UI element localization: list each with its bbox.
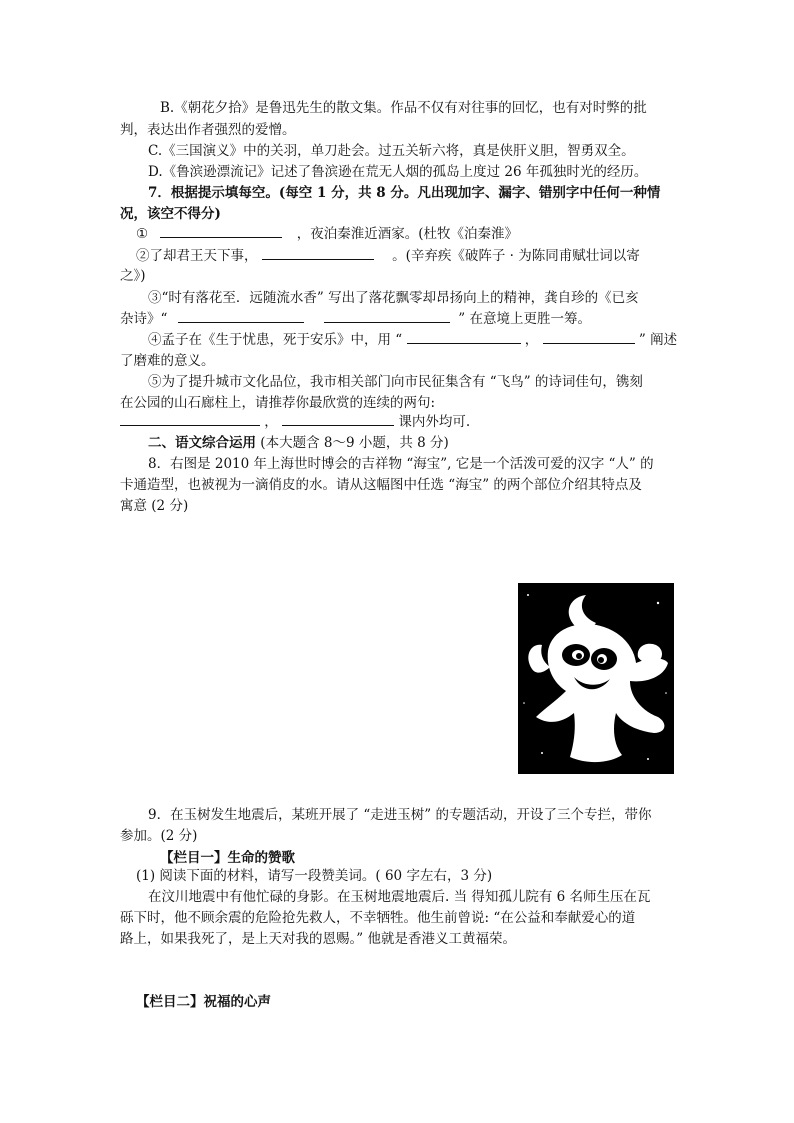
option-d: D.《鲁滨逊漂流记》记述了鲁滨逊在荒无人烟的孤岛上度过 26 年孤独时光的经历。 <box>148 164 648 180</box>
fill-3-line1: ③“时有落花至．远随流水香” 写出了落花飘零却昂扬向上的精神，龚自珍的《已亥 <box>148 290 639 306</box>
column-1-material-line1: 在汶川地震中有他忙碌的身影。在玉树地震地震后. 当 得知孤儿院有 6 名师生压在瓦 <box>148 889 651 905</box>
fill-2-text: ②了却君王天下事， <box>136 248 258 264</box>
fill-3-line2 <box>120 310 591 328</box>
column-1-material-line2: 砾下时，他不顾余震的危险抢先救人，不幸牺牲。他生前曾说: “在公益和奉献爱心的道 <box>120 910 636 926</box>
fill-5-line3 <box>120 413 470 431</box>
fill-3-blank-2[interactable] <box>324 310 450 323</box>
option-b-line2: 判，表达出作者强烈的爱憎。 <box>120 122 296 138</box>
option-b-line1: B.《朝花夕拾》是鲁迅先生的散文集。作品不仅有对往事的回忆，也有对时弊的批 <box>160 100 647 116</box>
fill-3-text: 杂诗》“ <box>120 311 168 327</box>
fill-2-line2: 之》) <box>120 268 146 284</box>
fill-4-blank-2[interactable] <box>543 331 635 344</box>
section-2-heading <box>148 434 449 452</box>
column-2-heading: 【栏目二】祝福的心声 <box>136 994 271 1010</box>
fill-5-blank-1[interactable] <box>120 413 260 426</box>
haibao-mascot-image <box>518 583 674 774</box>
fill-1 <box>136 225 518 243</box>
fill-4-line2: 了磨难的意义。 <box>120 353 215 369</box>
fill-4-line1 <box>148 331 677 349</box>
question-9-line2: 参加。(2 分) <box>120 828 198 844</box>
fill-1-number: ① <box>136 226 149 242</box>
column-1-heading: 【栏目一】生命的赞歌 <box>160 850 295 866</box>
fill-2-source: 。(辛弃疾《破阵子 · 为陈同甫赋壮词以寄 <box>392 248 640 264</box>
fill-4-comma: ， <box>524 332 539 348</box>
fill-3-tail: ” 在意境上更胜一筹。 <box>458 311 591 327</box>
fill-5-line2: 在公园的山石廊柱上，请推荐你最欣赏的连续的两句: <box>120 395 436 411</box>
fill-5-line1: ⑤为了提升城市文化品位，我市相关部门向市民征集含有 “飞鸟” 的诗词佳句，镌刻 <box>148 374 643 390</box>
section-2-note: (本大题含 8～9 小题，共 8 分) <box>260 435 449 451</box>
column-1-task: (1) 阅读下面的材料，请写一段赞美词。( 60 字左右，3 分) <box>136 868 493 884</box>
question-9-line1: 9．在玉树发生地震后，某班开展了 “走进玉树” 的专题活动，开设了三个专拦，带你 <box>148 807 652 823</box>
question-7-line1: 7．根据提示填每空。(每空 1 分，共 8 分。凡出现加字、漏字、错别字中任何一种情 <box>148 185 661 201</box>
question-8-line1: 8．右图是 2010 年上海世时博会的吉祥物 “海宝”, 它是一个活泼可爱的汉字 “人” 的 <box>148 456 654 472</box>
fill-1-blank[interactable] <box>160 225 282 238</box>
option-c: C.《三国演义》中的关羽，单刀赴会。过五关斩六将，真是侠肝义胆，智勇双全。 <box>148 143 635 159</box>
fill-5-tail: 课内外均可. <box>398 414 471 430</box>
question-7-line2: 况，该空不得分) <box>120 206 221 222</box>
fill-4-blank-1[interactable] <box>407 331 521 344</box>
fill-3-blank-1[interactable] <box>178 310 304 323</box>
fill-4-text: ④孟子在《生于忧患，死于安乐》中，用 “ <box>148 332 403 348</box>
fill-2-line1 <box>136 247 640 265</box>
fill-5-comma: ， <box>264 414 278 430</box>
section-2-title: 二、语文综合运用 <box>148 435 256 451</box>
question-8-line2: 卡通造型，也被视为一滴俏皮的水。请从这幅图中任选 “海宝” 的两个部位介绍其特点及 <box>120 477 642 493</box>
fill-4-tail: ” 阐述 <box>638 332 678 348</box>
fill-2-blank[interactable] <box>262 247 374 260</box>
fill-1-text: ，夜泊秦淮近酒家。(杜牧《泊秦淮》 <box>296 226 518 242</box>
fill-5-blank-2[interactable] <box>282 413 394 426</box>
column-1-material-line3: 路上，如果我死了，是上天对我的恩赐。” 他就是香港义工黄福荣。 <box>120 931 516 947</box>
question-8-line3: 寓意 (2 分) <box>120 498 189 514</box>
